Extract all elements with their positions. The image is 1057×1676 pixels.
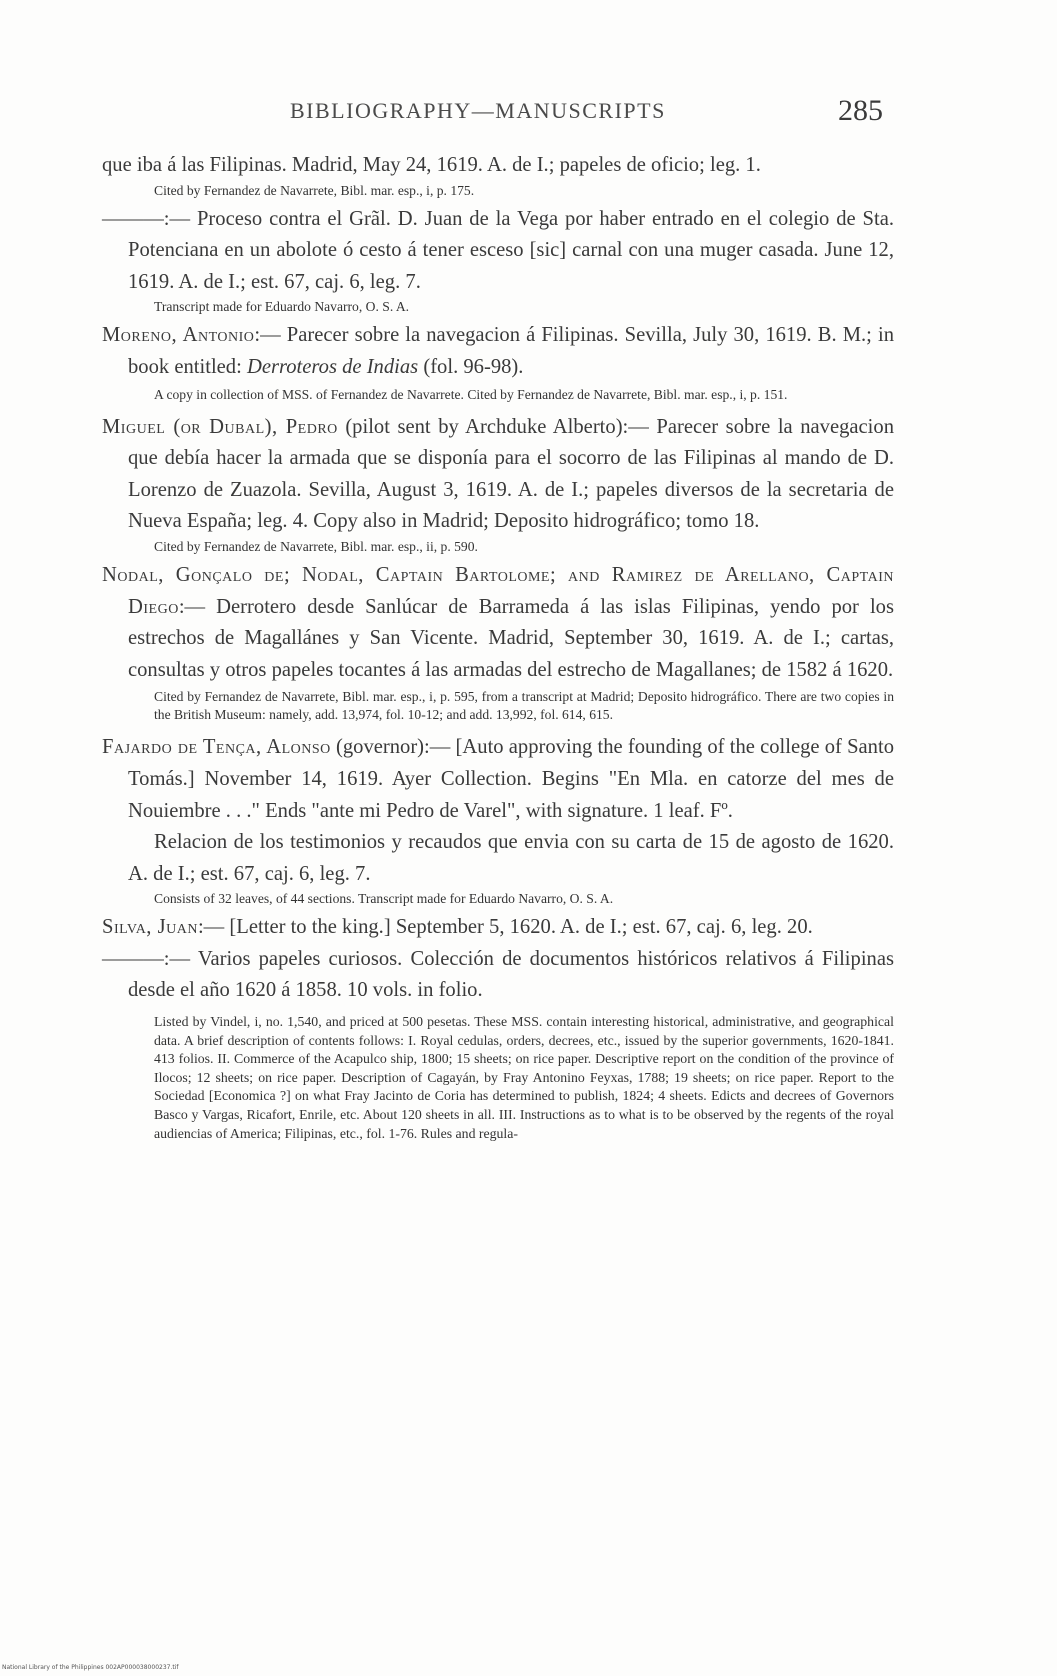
- page-header: [0, 94, 1057, 134]
- entry-text: que iba á las Filipinas. Madrid, May 24, 1619. A. de I.; papeles de oficio; leg. 1.: [102, 154, 761, 176]
- entry-note: Cited by Fernandez de Navarrete, Bibl. mar. esp., i, p. 175.: [154, 182, 475, 198]
- entry-text: Relacion de los testimonios y recaudos que envia con su carta de 15 de agosto de 1620. A. de I.; est. 67, caj. 6, leg. 7.: [128, 831, 894, 885]
- entry-silva: [102, 912, 894, 944]
- scan-footer: National Library of the Philippines 002AP000038000237.tif: [2, 1664, 179, 1671]
- bibliography-body: [102, 150, 894, 1151]
- entry-author: Moreno, Antonio: [102, 324, 255, 347]
- entry-text: ———:— Varios papeles curiosos. Colección de documentos históricos relativos á Filipinas desde el año 1620 á 1858. 10 vols. in folio.: [102, 947, 894, 1002]
- page-number: 285: [838, 94, 883, 127]
- entry-text: ———:— Proceso contra el Grãl. D. Juan de la Vega por haber entrado en el colegio de Sta. Potenciana en un abolote ó cesto á tener esceso [sic] carnal con una muger casada. June 12, 1619. A. de I.; est. 67, caj. 6, leg. 7.: [102, 207, 894, 293]
- entry-text: :— Derrotero desde Sanlúcar de Barrameda á las islas Filipinas, yendo por los estrechos de Magallánes y San Vicente. Madrid, September 30, 1619. A. de I.; cartas, consultas y otros papeles tocantes á las armadas del estrecho de Magallanes; de 1582 á 1620.: [128, 595, 894, 681]
- entry-fajardo: [102, 732, 894, 827]
- entry-tail: (fol. 96-98).: [418, 355, 524, 378]
- entry-note: Consists of 32 leaves, of 44 sections. Transcript made for Eduardo Navarro, O. S. A.: [154, 891, 614, 907]
- entry-miguel: [102, 412, 894, 538]
- entry-author: Miguel (or Dubal), Pedro: [102, 415, 338, 438]
- entry-text: :— Parecer sobre la navegacion á Filipinas. Sevilla, July 30, 1619. B. M.; in book entitled:: [128, 324, 894, 378]
- entry-author: Nodal, Gonçalo de; Nodal, Captain Bartolome; and Ramirez de Arellano, Captain Diego: [102, 563, 894, 618]
- entry-nodal: [102, 560, 894, 686]
- entry-moreno: [102, 320, 894, 383]
- entry-note: Cited by Fernandez de Navarrete, Bibl. mar. esp., i, p. 595, from a transcript at Madrid; Deposito hidrográfico. There are two copies in the British Museum: namely, add. 13,974, fol. 10-12; and add. 13,992, fol. 614, 615.: [154, 689, 894, 723]
- entry-text: :— [Letter to the king.] September 5, 1620. A. de I.; est. 67, caj. 6, leg. 20.: [197, 916, 813, 939]
- entry-note: Cited by Fernandez de Navarrete, Bibl. mar. esp., ii, p. 590.: [154, 538, 478, 554]
- running-head: BIBLIOGRAPHY—MANUSCRIPTS: [290, 98, 666, 123]
- entry-text: (governor):— [Auto approving the founding of the college of Santo Tomás.] November 14, 1619. Ayer Collection. Begins "En Mla. en catorze del mes de Nouiembre . . ." Ends "ante mi Pedro de Varel", with signature. 1 leaf. Fº.: [128, 736, 894, 822]
- entry-text: (pilot sent by Archduke Alberto):— Parecer sobre la navegacion que debía hacer la armada que se disponía para el socorro de las Filipinas al mando de D. Lorenzo de Zuazola. Sevilla, August 3, 1619. A. de I.; papeles diversos de la secretaria de Nueva España; leg. 4. Copy also in Madrid; Deposito hidrográfico; tomo 18.: [128, 415, 894, 533]
- entry-note: A copy in collection of MSS. of Fernandez de Navarrete. Cited by Fernandez de Navarrete, Bibl. mar. esp., i, p. 151.: [154, 386, 788, 402]
- entry-note: Transcript made for Eduardo Navarro, O. S. A.: [154, 299, 410, 315]
- entry-note: Listed by Vindel, i, no. 1,540, and priced at 500 pesetas. These MSS. contain interesting historical, administrative, and geographical data. A brief description of contents follows: I. Royal cedulas, orders, decrees, etc., issued by the superior governments, 1620-1841. 413 folios. II. Commerce of the Acapulco ship, 1800; 15 sheets; on rice paper. Descriptive report on the condition of the province of Ilocos; 12 sheets; on rice paper. Description of Cagayán, by Fray Antonino Feyxas, 1788; 19 sheets; on rice paper. Report to the Sociedad [Economica ?] on what Fray Jacinto de Coria has determined to publish, 1824; 4 sheets. Edicts and decrees of Governors Basco y Vargas, Ricafort, Enrile, etc. About 120 sheets in all. III. Instructions as to what is to be observed by the regents of the royal audiencias of America; Filipinas, etc., fol. 1-76. Rules and regula-: [154, 1014, 894, 1141]
- entry-author: Silva, Juan: [102, 916, 198, 939]
- entry-title: Derroteros de Indias: [246, 355, 419, 378]
- entry-author: Fajardo de Tença, Alonso: [102, 736, 331, 759]
